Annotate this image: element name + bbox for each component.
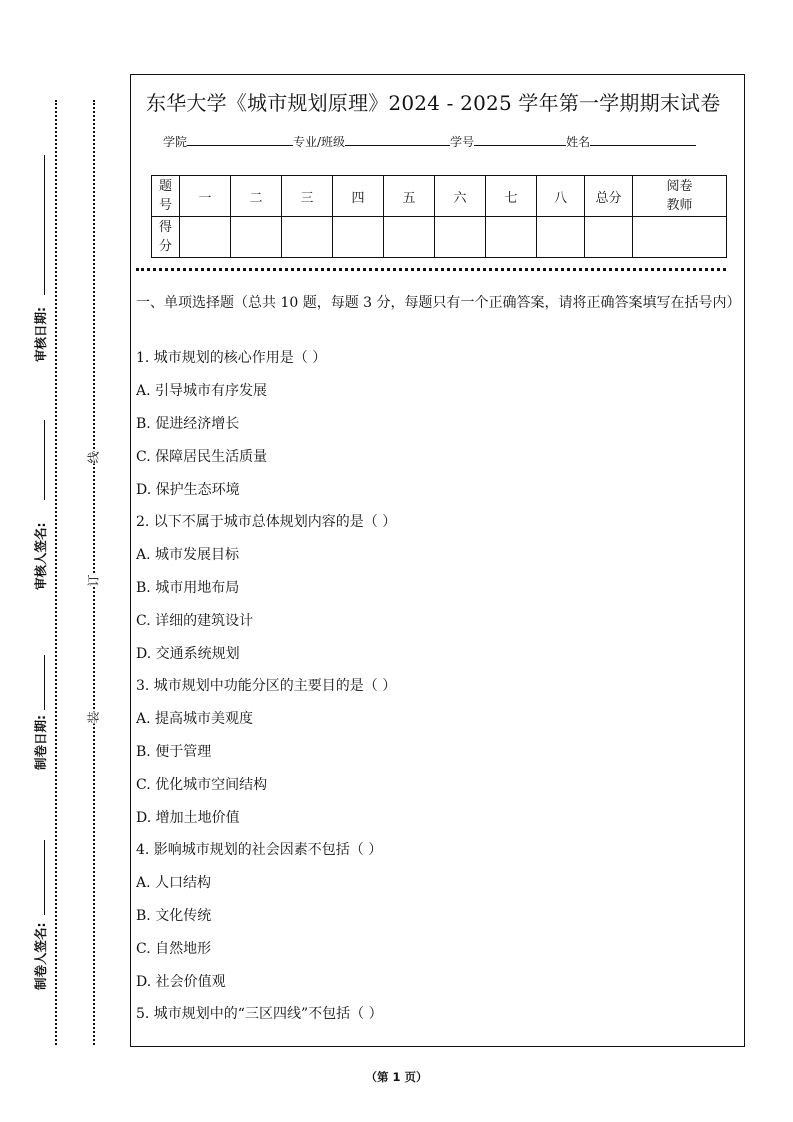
exam-title: 东华大学《城市规划原理》2024 - 2025 学年第一学期期末试卷 [146, 91, 721, 115]
binding-word-xian: 线 [86, 451, 101, 464]
dotted-separator [136, 268, 726, 271]
binding-word-ding: 订 [86, 574, 101, 587]
maker-sign-label: 制卷人签名: [33, 922, 48, 990]
field-major-blank[interactable] [345, 134, 450, 146]
score-cell[interactable] [486, 217, 537, 258]
col-4: 四 [333, 176, 384, 217]
field-id-blank[interactable] [474, 134, 566, 146]
score-cell[interactable] [180, 217, 231, 258]
option-line: C. 详细的建筑设计 [136, 613, 254, 629]
student-info-row [163, 133, 696, 150]
option-line: A. 引导城市有序发展 [136, 383, 268, 399]
col-5: 五 [384, 176, 435, 217]
question-line: 1. 城市规划的核心作用是（ ） [136, 350, 327, 366]
page-number: （第 1 页） [365, 1070, 428, 1084]
col-7: 七 [486, 176, 537, 217]
option-line: B. 便于管理 [136, 744, 212, 760]
score-table-score-row [152, 217, 727, 258]
field-college-label: 学院 [163, 135, 188, 149]
option-line: C. 保障居民生活质量 [136, 449, 268, 465]
score-cell[interactable] [435, 217, 486, 258]
field-id-label: 学号 [450, 135, 475, 149]
binding-dotted-line [93, 100, 95, 1045]
col-3: 三 [282, 176, 333, 217]
field-college-blank[interactable] [187, 134, 293, 146]
col-8: 八 [537, 176, 585, 217]
question-line: 5. 城市规划中的“三区四线”不包括（ ） [136, 1006, 383, 1022]
field-name-label: 姓名 [566, 135, 591, 149]
score-label: 得 分 [152, 217, 180, 258]
section-1-heading: 一、单项选择题（总共 10 题，每题 3 分，每题只有一个正确答案，请将正确答案填写在括号内） [136, 295, 741, 311]
option-line: D. 增加土地价值 [136, 810, 240, 826]
maker-sign-line [44, 840, 45, 915]
col-1: 一 [180, 176, 231, 217]
make-date-line [44, 655, 45, 710]
score-cell[interactable] [384, 217, 435, 258]
option-line: D. 社会价值观 [136, 974, 226, 990]
question-line: 3. 城市规划中功能分区的主要目的是（ ） [136, 678, 397, 694]
review-date-label: 审核日期: [33, 307, 48, 362]
question-number-label: 题 号 [152, 176, 180, 217]
field-major-label: 专业/班级 [293, 135, 346, 149]
question-line: 4. 影响城市规划的社会因素不包括（ ） [136, 842, 383, 858]
outer-dotted-line [55, 100, 57, 1045]
option-line: B. 促进经济增长 [136, 416, 240, 432]
option-line: B. 文化传统 [136, 908, 212, 924]
score-table [151, 175, 727, 258]
option-line: D. 交通系统规划 [136, 646, 240, 662]
option-line: B. 城市用地布局 [136, 580, 240, 596]
question-line: 2. 以下不属于城市总体规划内容的是（ ） [136, 514, 397, 530]
col-reviewer: 阅卷 教师 [633, 176, 727, 217]
score-cell-total[interactable] [585, 217, 633, 258]
option-line: D. 保护生态环境 [136, 482, 240, 498]
reviewer-sign-label: 审核人签名: [33, 522, 48, 590]
make-date-label: 制卷日期: [33, 715, 48, 770]
option-line: C. 自然地形 [136, 941, 212, 957]
score-cell-reviewer[interactable] [633, 217, 727, 258]
field-name-blank[interactable] [590, 134, 696, 146]
option-line: A. 提高城市美观度 [136, 711, 254, 727]
reviewer-sign-line [44, 420, 45, 500]
binding-word-zhuang: 装 [86, 711, 101, 724]
review-date-line [44, 155, 45, 295]
score-cell[interactable] [333, 217, 384, 258]
col-2: 二 [231, 176, 282, 217]
col-total: 总分 [585, 176, 633, 217]
score-cell[interactable] [537, 217, 585, 258]
option-line: C. 优化城市空间结构 [136, 777, 268, 793]
score-cell[interactable] [231, 217, 282, 258]
score-cell[interactable] [282, 217, 333, 258]
col-6: 六 [435, 176, 486, 217]
score-table-header-row [152, 176, 727, 217]
option-line: A. 城市发展目标 [136, 547, 240, 563]
exam-frame [130, 74, 745, 1047]
option-line: A. 人口结构 [136, 875, 212, 891]
